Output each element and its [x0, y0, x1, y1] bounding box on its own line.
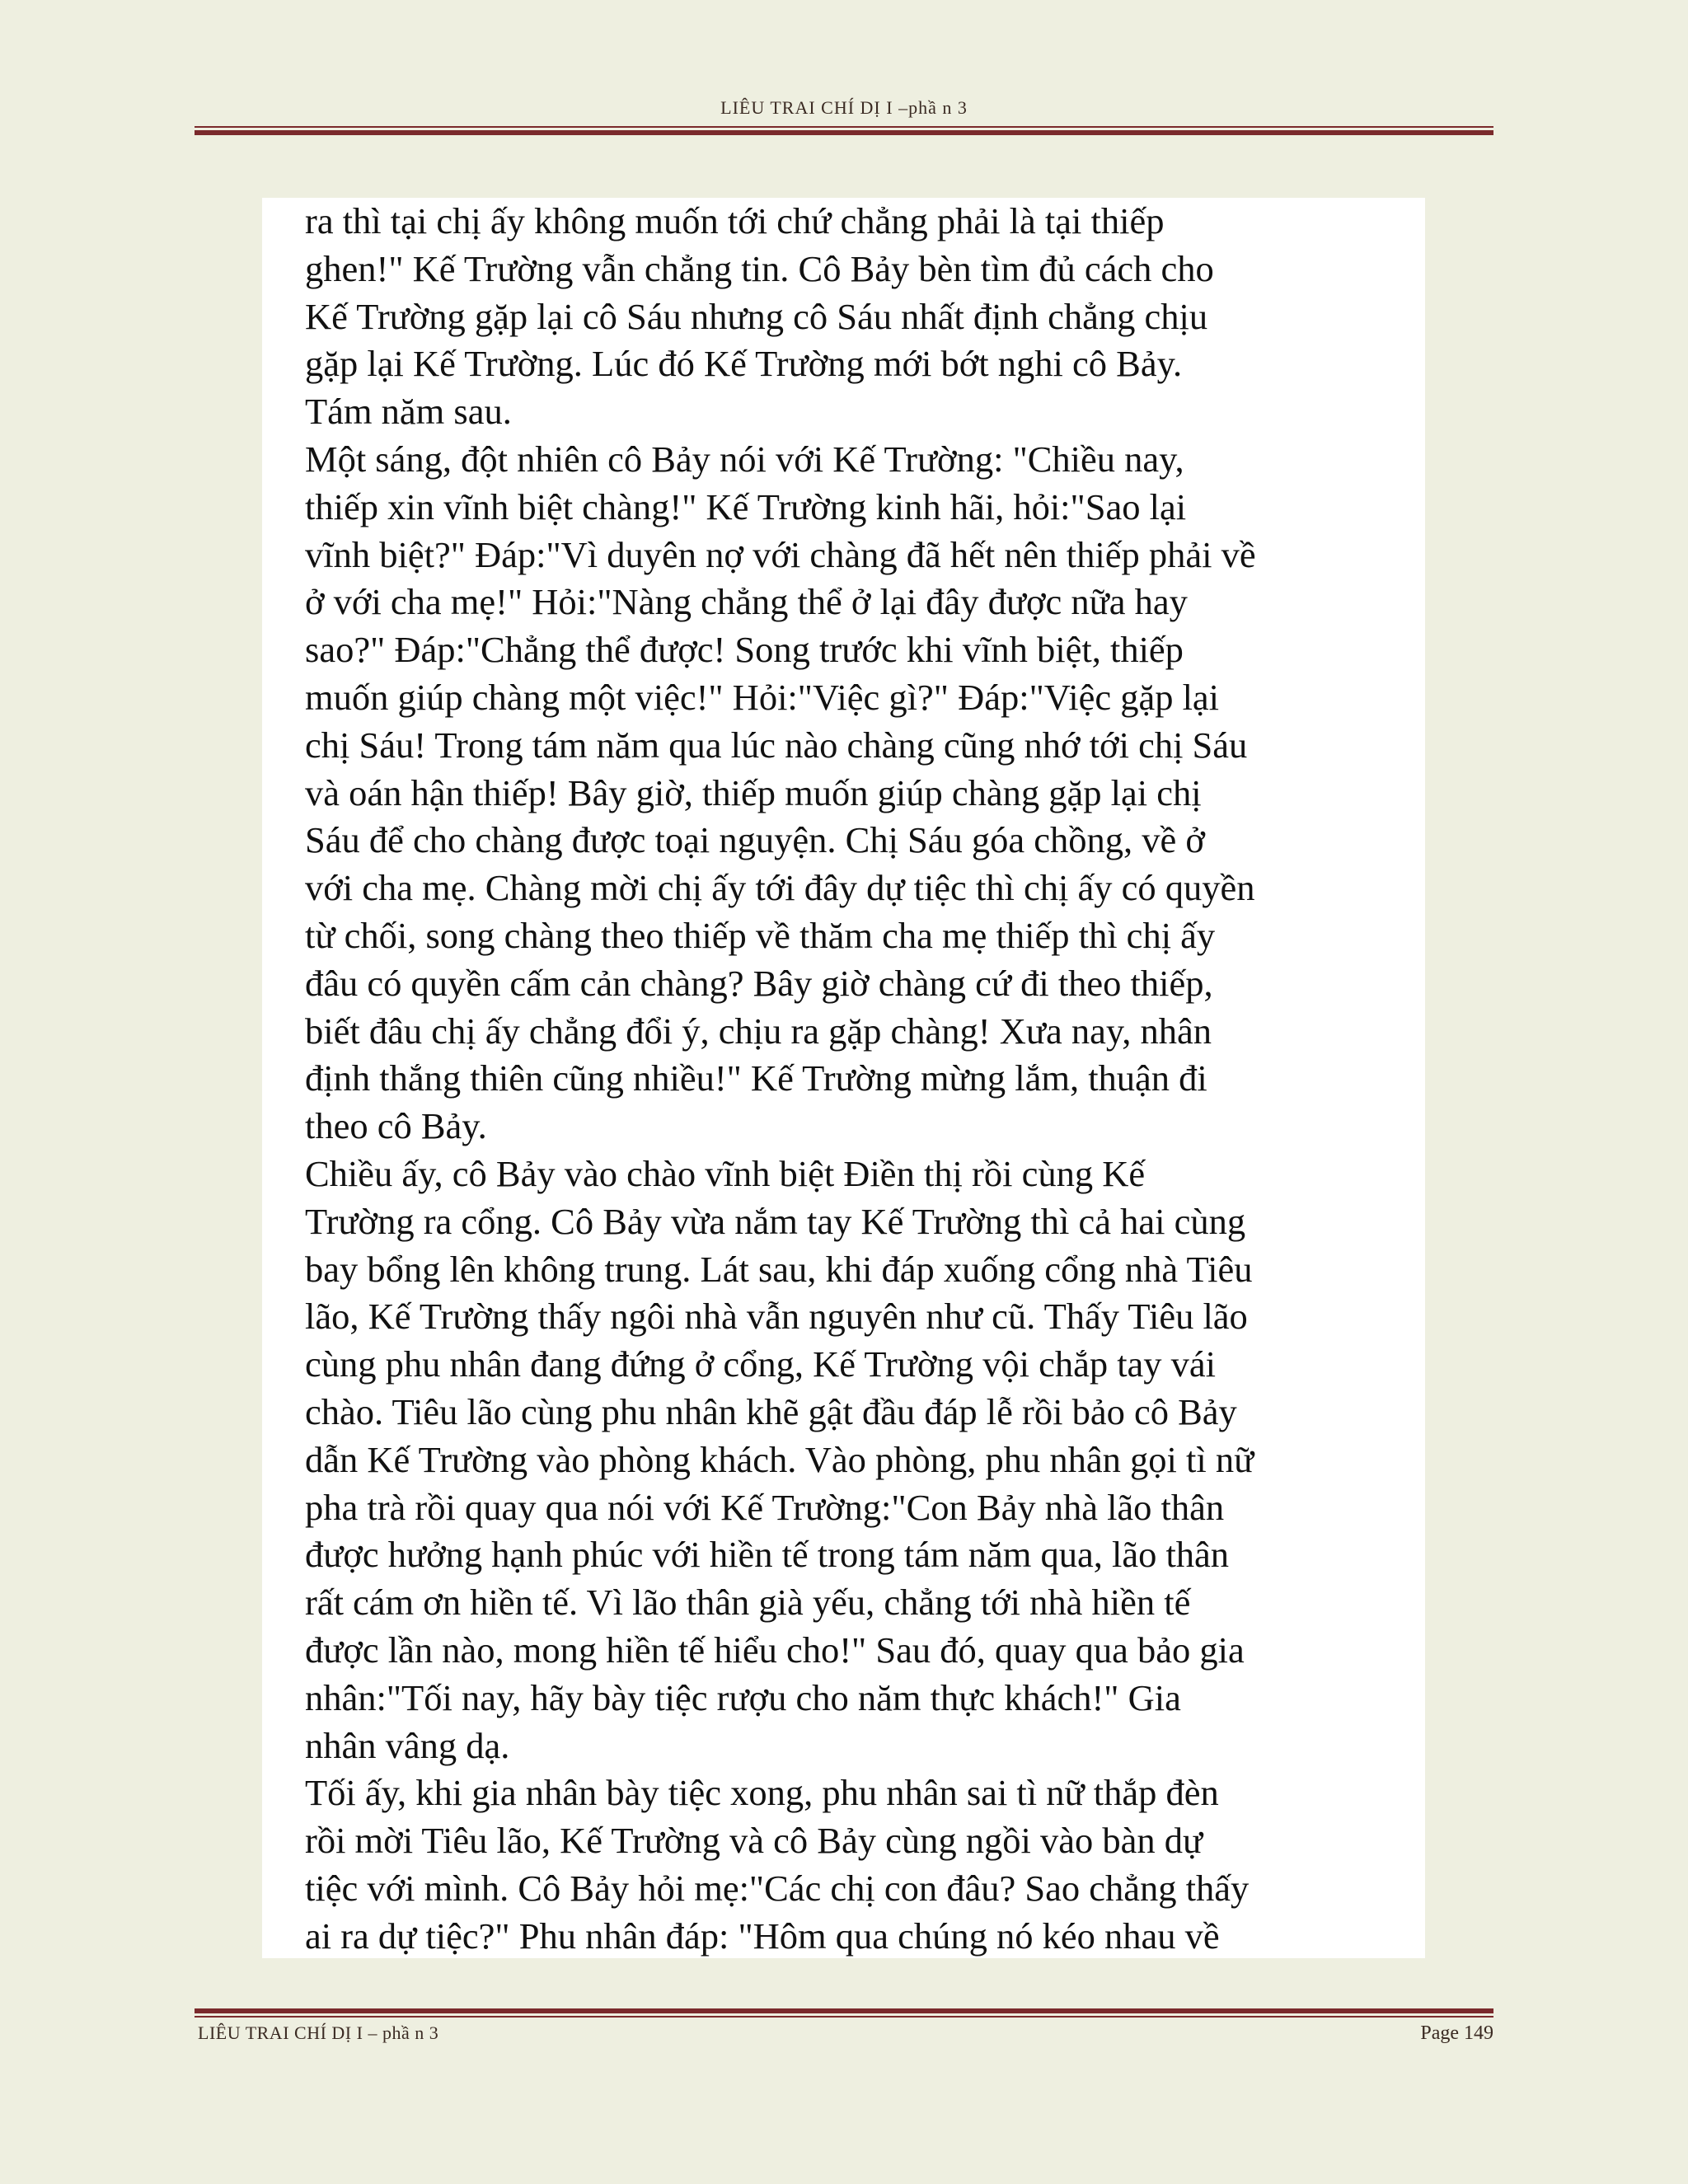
text-line: cùng phu nhân đang đứng ở cổng, Kế Trường vội chắp tay vái [305, 1343, 1217, 1385]
text-line: pha trà rồi quay qua nói với Kế Trường:"Con Bảy nhà lão thân [305, 1486, 1225, 1528]
text-line: Tối ấy, khi gia nhân bày tiệc xong, phu nhân sai tì nữ thắp đèn [305, 1772, 1219, 1814]
text-line: gặp lại Kế Trường. Lúc đó Kế Trường mới bớt nghi cô Bảy. [305, 343, 1183, 385]
body-text [305, 198, 1425, 1960]
text-line: bay bổng lên không trung. Lát sau, khi đáp xuống cổng nhà Tiêu [305, 1248, 1253, 1290]
text-line: dẫn Kế Trường vào phòng khách. Vào phòng, phu nhân gọi tì nữ [305, 1438, 1254, 1480]
text-line: được lần nào, mong hiền tế hiểu cho!" Sau đó, quay qua bảo gia [305, 1629, 1245, 1671]
text-block [262, 198, 1425, 1958]
footer-rule-thick [195, 2008, 1493, 2013]
page-number: Page 149 [1420, 2022, 1493, 2044]
text-line: sao?" Đáp:"Chẳng thể được! Song trước khi vĩnh biệt, thiếp [305, 629, 1184, 671]
text-line: Trường ra cổng. Cô Bảy vừa nắm tay Kế Trường thì cả hai cùng [305, 1200, 1246, 1242]
text-line: được hưởng hạnh phúc với hiền tế trong tám năm qua, lão thân [305, 1534, 1230, 1576]
header-rule-thin [195, 126, 1493, 128]
footer-title: LIÊU TRAI CHÍ DỊ I – phầ n 3 [198, 2022, 439, 2043]
text-line: và oán hận thiếp! Bây giờ, thiếp muốn giúp chàng gặp lại chị [305, 771, 1202, 813]
header-rule-thick [195, 130, 1493, 135]
text-line: định thắng thiên cũng nhiều!" Kế Trường mừng lắm, thuận đi [305, 1057, 1207, 1099]
text-line: thiếp xin vĩnh biệt chàng!" Kế Trường kinh hãi, hỏi:"Sao lại [305, 485, 1187, 527]
text-line: đâu có quyền cấm cản chàng? Bây giờ chàng cứ đi theo thiếp, [305, 962, 1213, 1004]
text-line: Một sáng, đột nhiên cô Bảy nói với Kế Trường: "Chiều nay, [305, 438, 1184, 480]
text-line: lão, Kế Trường thấy ngôi nhà vẫn nguyên như cũ. Thấy Tiêu lão [305, 1296, 1248, 1338]
text-line: muốn giúp chàng một việc!" Hỏi:"Việc gì?" Đáp:"Việc gặp lại [305, 676, 1220, 718]
text-line: chị Sáu! Trong tám năm qua lúc nào chàng cũng nhớ tới chị Sáu [305, 724, 1248, 766]
text-line: Sáu để cho chàng được toại nguyện. Chị Sáu góa chồng, về ở [305, 819, 1205, 861]
text-line: nhân vâng dạ. [305, 1724, 510, 1766]
footer-rule-thin [195, 2016, 1493, 2018]
text-line: ghen!" Kế Trường vẫn chẳng tin. Cô Bảy bèn tìm đủ cách cho [305, 247, 1214, 289]
text-line: từ chối, song chàng theo thiếp về thăm cha mẹ thiếp thì chị ấy [305, 914, 1216, 956]
text-line: theo cô Bảy. [305, 1105, 487, 1147]
text-line: Chiều ấy, cô Bảy vào chào vĩnh biệt Điền thị rồi cùng Kế [305, 1152, 1146, 1194]
text-line: Kế Trường gặp lại cô Sáu nhưng cô Sáu nhất định chẳng chịu [305, 295, 1208, 337]
text-line: Tám năm sau. [305, 391, 512, 433]
text-line: chào. Tiêu lão cùng phu nhân khẽ gật đầu đáp lễ rồi bảo cô Bảy [305, 1390, 1237, 1432]
text-line: rồi mời Tiêu lão, Kế Trường và cô Bảy cùng ngồi vào bàn dự [305, 1820, 1203, 1862]
text-line: rất cám ơn hiền tế. Vì lão thân già yếu, chẳng tới nhà hiền tế [305, 1582, 1191, 1624]
text-line: tiệc với mình. Cô Bảy hỏi mẹ:"Các chị con đâu? Sao chẳng thấy [305, 1867, 1250, 1909]
text-line: nhân:"Tối nay, hãy bày tiệc rượu cho năm thực khách!" Gia [305, 1676, 1181, 1718]
text-line: ở với cha mẹ!" Hỏi:"Nàng chẳng thể ở lại đây được nữa hay [305, 581, 1188, 623]
text-line: ra thì tại chị ấy không muốn tới chứ chẳng phải là tại thiếp [305, 200, 1165, 241]
text-line: ai ra dự tiệc?" Phu nhân đáp: "Hôm qua chúng nó kéo nhau về [305, 1915, 1220, 1957]
page-header-title: LIÊU TRAI CHÍ DỊ I –phầ n 3 [720, 97, 968, 118]
text-line: với cha mẹ. Chàng mời chị ấy tới đây dự tiệc thì chị ấy có quyền [305, 867, 1255, 909]
text-line: vĩnh biệt?" Đáp:"Vì duyên nợ với chàng đã hết nên thiếp phải về [305, 533, 1256, 575]
text-line: biết đâu chị ấy chẳng đổi ý, chịu ra gặp chàng! Xưa nay, nhân [305, 1010, 1212, 1052]
